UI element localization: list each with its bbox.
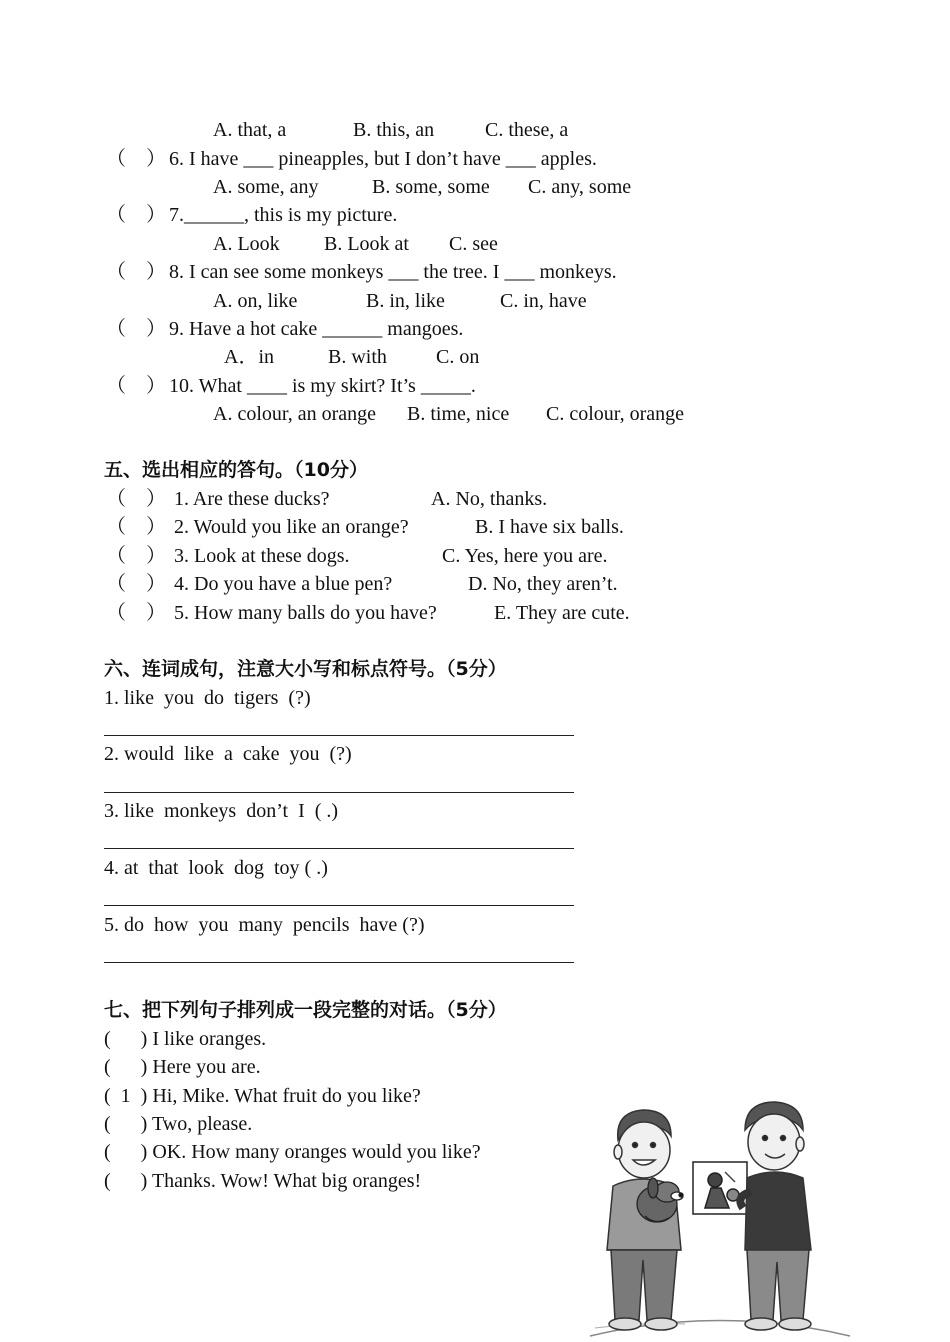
s5-item5-answer: E. They are cute. (494, 602, 630, 624)
s5-item2-paren: （ ） (106, 516, 166, 538)
q6-option-b: B. some, some (372, 176, 490, 198)
s5-item2-question: 2. Would you like an orange? (174, 516, 409, 538)
q7-text: 7.______, this is my picture. (169, 204, 398, 226)
s6-answer-line-1[interactable] (104, 735, 574, 736)
s6-item2: 2. would like a cake you (?) (104, 743, 352, 765)
s7-item1: ( ) I like oranges. (104, 1028, 267, 1050)
q9-text: 9. Have a hot cake ______ mangoes. (169, 318, 464, 340)
s6-answer-line-4[interactable] (104, 905, 574, 906)
q8-option-a: A. on, like (213, 290, 298, 312)
q10-option-a: A. colour, an orange (213, 403, 377, 425)
right-boy (740, 1102, 811, 1330)
s6-answer-line-3[interactable] (104, 848, 574, 849)
q9-paren: （ ） (106, 318, 166, 340)
q9-option-b: B. with (328, 346, 387, 368)
two-boys-illustration (585, 1100, 855, 1342)
s7-item2: ( ) Here you are. (104, 1056, 261, 1078)
s6-item3: 3. like monkeys don’t I ( .) (104, 800, 339, 822)
q8-paren: （ ） (106, 261, 166, 283)
s6-answer-line-2[interactable] (104, 792, 574, 793)
section7-title: 七、把下列句子排列成一段完整的对话。（5分） (104, 999, 507, 1021)
q6-option-a: A. some, any (213, 176, 319, 198)
s7-item3: ( 1 ) Hi, Mike. What fruit do you like? (104, 1085, 421, 1107)
s7-item5: ( ) OK. How many oranges would you like? (104, 1141, 481, 1163)
s5-item3-question: 3. Look at these dogs. (174, 545, 350, 567)
s5-item1-answer: A. No, thanks. (431, 488, 548, 510)
q9-option-c: C. on (436, 346, 480, 368)
s5-item2-answer: B. I have six balls. (475, 516, 624, 538)
q8-option-c: C. in, have (500, 290, 587, 312)
s6-item1: 1. like you do tigers (?) (104, 687, 311, 709)
s7-item6: ( ) Thanks. Wow! What big oranges! (104, 1170, 422, 1192)
s6-item4: 4. at that look dog toy ( .) (104, 857, 328, 879)
s5-item4-paren: （ ） (106, 573, 166, 595)
s5-item3-answer: C. Yes, here you are. (442, 545, 608, 567)
left-boy (607, 1110, 681, 1330)
q10-text: 10. What ____ is my skirt? It’s _____. (169, 375, 476, 397)
s5-item5-paren: （ ） (106, 602, 166, 624)
q10-option-b: B. time, nice (407, 403, 510, 425)
q6-text: 6. I have ___ pineapples, but I don’t have ___ apples. (169, 148, 597, 170)
s7-item4: ( ) Two, please. (104, 1113, 253, 1135)
q5-option-c: C. these, a (485, 119, 569, 141)
q6-option-c: C. any, some (528, 176, 632, 198)
q10-paren: （ ） (106, 375, 166, 397)
q5-option-b: B. this, an (353, 119, 435, 141)
s6-item5: 5. do how you many pencils have (?) (104, 914, 425, 936)
s6-answer-line-5[interactable] (104, 962, 574, 963)
q7-option-a: A. Look (213, 233, 280, 255)
s5-item1-paren: （ ） (106, 488, 166, 510)
q9-option-a: A．in (224, 346, 274, 368)
s5-item4-answer: D. No, they aren’t. (468, 573, 618, 595)
q8-text: 8. I can see some monkeys ___ the tree. I ___ monkeys. (169, 261, 617, 283)
s5-item1-question: 1. Are these ducks? (174, 488, 330, 510)
s5-item4-question: 4. Do you have a blue pen? (174, 573, 393, 595)
q7-option-c: C. see (449, 233, 498, 255)
q7-paren: （ ） (106, 204, 166, 226)
s5-item3-paren: （ ） (106, 545, 166, 567)
section5-title: 五、选出相应的答句。（10分） (104, 459, 368, 481)
q8-option-b: B. in, like (366, 290, 445, 312)
q5-option-a: A. that, a (213, 119, 287, 141)
q10-option-c: C. colour, orange (546, 403, 685, 425)
q7-option-b: B. Look at (324, 233, 409, 255)
section6-title: 六、连词成句，注意大小写和标点符号。（5分） (104, 658, 507, 680)
s5-item5-question: 5. How many balls do you have? (174, 602, 437, 624)
q6-paren: （ ） (106, 148, 166, 170)
